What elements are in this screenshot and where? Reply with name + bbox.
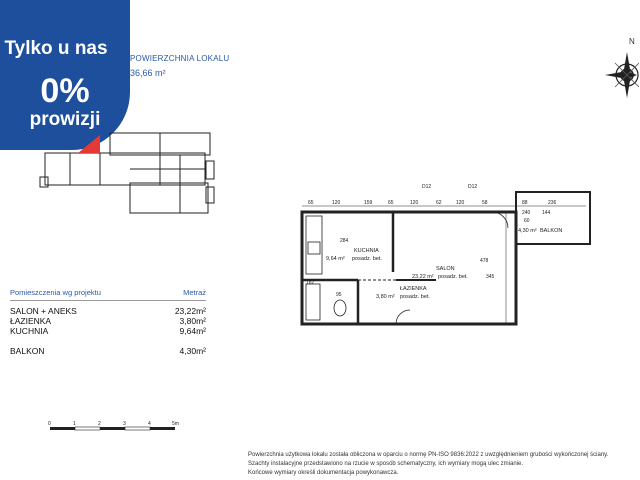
room-kitchen-floor: posadz. bet. xyxy=(352,256,382,262)
balcony-row xyxy=(10,346,206,356)
room-row-area: 23,22m² xyxy=(174,306,206,316)
unit-area-label: POWIERZCHNIA LOKALU xyxy=(130,54,230,63)
balcony-row-name: BALKON xyxy=(10,346,45,356)
room-row-name: KUCHNIA xyxy=(10,326,49,336)
room-salon-floor: posadz. bet. xyxy=(438,274,468,280)
scale-tick: 0 xyxy=(48,421,51,427)
room-bathroom-name: ŁAZIENKA xyxy=(400,286,427,292)
dim-top-8: 58 xyxy=(482,200,488,206)
rooms-table-divider xyxy=(10,300,206,301)
scale-tick: 2 xyxy=(98,421,101,427)
dim-top-2: 120 xyxy=(332,200,341,206)
scale-tick: 3 xyxy=(123,421,126,427)
room-row xyxy=(10,306,206,316)
room-row-name: ŁAZIENKA xyxy=(10,316,52,326)
rooms-header-left: Pomieszczenia wg projektu xyxy=(10,288,101,297)
room-row-name: SALON + ANEKS xyxy=(10,306,77,316)
room-salon-name: SALON xyxy=(436,266,455,272)
scale-tick: 5m xyxy=(172,421,179,427)
promo-commission-label: prowizji xyxy=(29,109,101,130)
room-kitchen-area: 9,64 m² xyxy=(326,256,345,262)
dim-balcony-b: 240 xyxy=(522,210,531,216)
scale-segment xyxy=(125,427,150,430)
dim-salon-depth: 478 xyxy=(480,258,489,264)
dim-bath-a: 95 xyxy=(336,292,342,298)
dim-bath-b: 182 xyxy=(306,280,315,286)
dim-top-4: 65 xyxy=(388,200,394,206)
dim-salon-width: 345 xyxy=(486,274,495,280)
dim-top-7: 120 xyxy=(456,200,465,206)
scale-segment xyxy=(50,427,75,430)
room-row xyxy=(10,316,206,326)
unit-area-value: 36,66 m² xyxy=(130,68,166,78)
dim-top-10: 236 xyxy=(548,200,557,206)
room-bathroom-floor: posadz. bet. xyxy=(400,294,430,300)
dim-top-6: 62 xyxy=(436,200,442,206)
door-label-d12b: D12 xyxy=(468,184,478,190)
dim-top-1: 65 xyxy=(308,200,314,206)
room-row-area: 9,64m² xyxy=(179,326,206,336)
room-balcony-name: BALKON xyxy=(540,228,563,234)
note-area-calculation: Powierzchnia użytkowa lokalu została obliczona w oparciu o normę PN-ISO 9836:2022 z uwzględnieniem grubości wykończonej ściany. xyxy=(248,452,609,458)
scale-bar xyxy=(48,420,188,436)
dim-top-5: 120 xyxy=(410,200,419,206)
note-final-dimensions: Końcowe wymiary określi dokumentacja powykonawcza. xyxy=(248,470,399,476)
rooms-header-right: Metraż xyxy=(183,288,206,297)
dim-balcony-c: 144 xyxy=(542,210,551,216)
dim-balcony-a: 60 xyxy=(524,218,530,224)
note-shafts: Szachty instalacyjne przedstawiono na rzucie w sposób schematyczny, ich wymiary mogą ulec zmianie. xyxy=(248,461,524,467)
room-salon-area: 23,22 m² xyxy=(412,274,434,280)
scale-segment xyxy=(150,427,175,430)
room-balcony-area: 4,30 m² xyxy=(518,228,537,234)
room-row xyxy=(10,326,206,336)
balcony-row-area: 4,30m² xyxy=(179,346,206,356)
floor-plan xyxy=(296,182,596,332)
dim-kitchen-depth: 284 xyxy=(340,238,349,244)
compass-north-label: N xyxy=(629,37,635,46)
promo-zero-percent: 0% xyxy=(40,72,90,110)
promo-exclusive-label: Tylko u nas xyxy=(4,38,108,59)
scale-segment xyxy=(75,427,100,430)
key-plan-unit-highlight xyxy=(78,135,100,153)
dim-top-9: 88 xyxy=(522,200,528,206)
room-row-area: 3,80m² xyxy=(179,316,206,326)
compass-icon xyxy=(603,30,639,100)
room-kitchen-name: KUCHNIA xyxy=(354,248,379,254)
rooms-table-header xyxy=(10,288,206,297)
scale-tick: 4 xyxy=(148,421,151,427)
scale-tick: 1 xyxy=(73,421,76,427)
dim-top-3: 159 xyxy=(364,200,373,206)
door-label-d12a: D12 xyxy=(422,184,432,190)
key-plan xyxy=(30,125,220,220)
room-bathroom-area: 3,80 m² xyxy=(376,294,395,300)
scale-segment xyxy=(100,427,125,430)
